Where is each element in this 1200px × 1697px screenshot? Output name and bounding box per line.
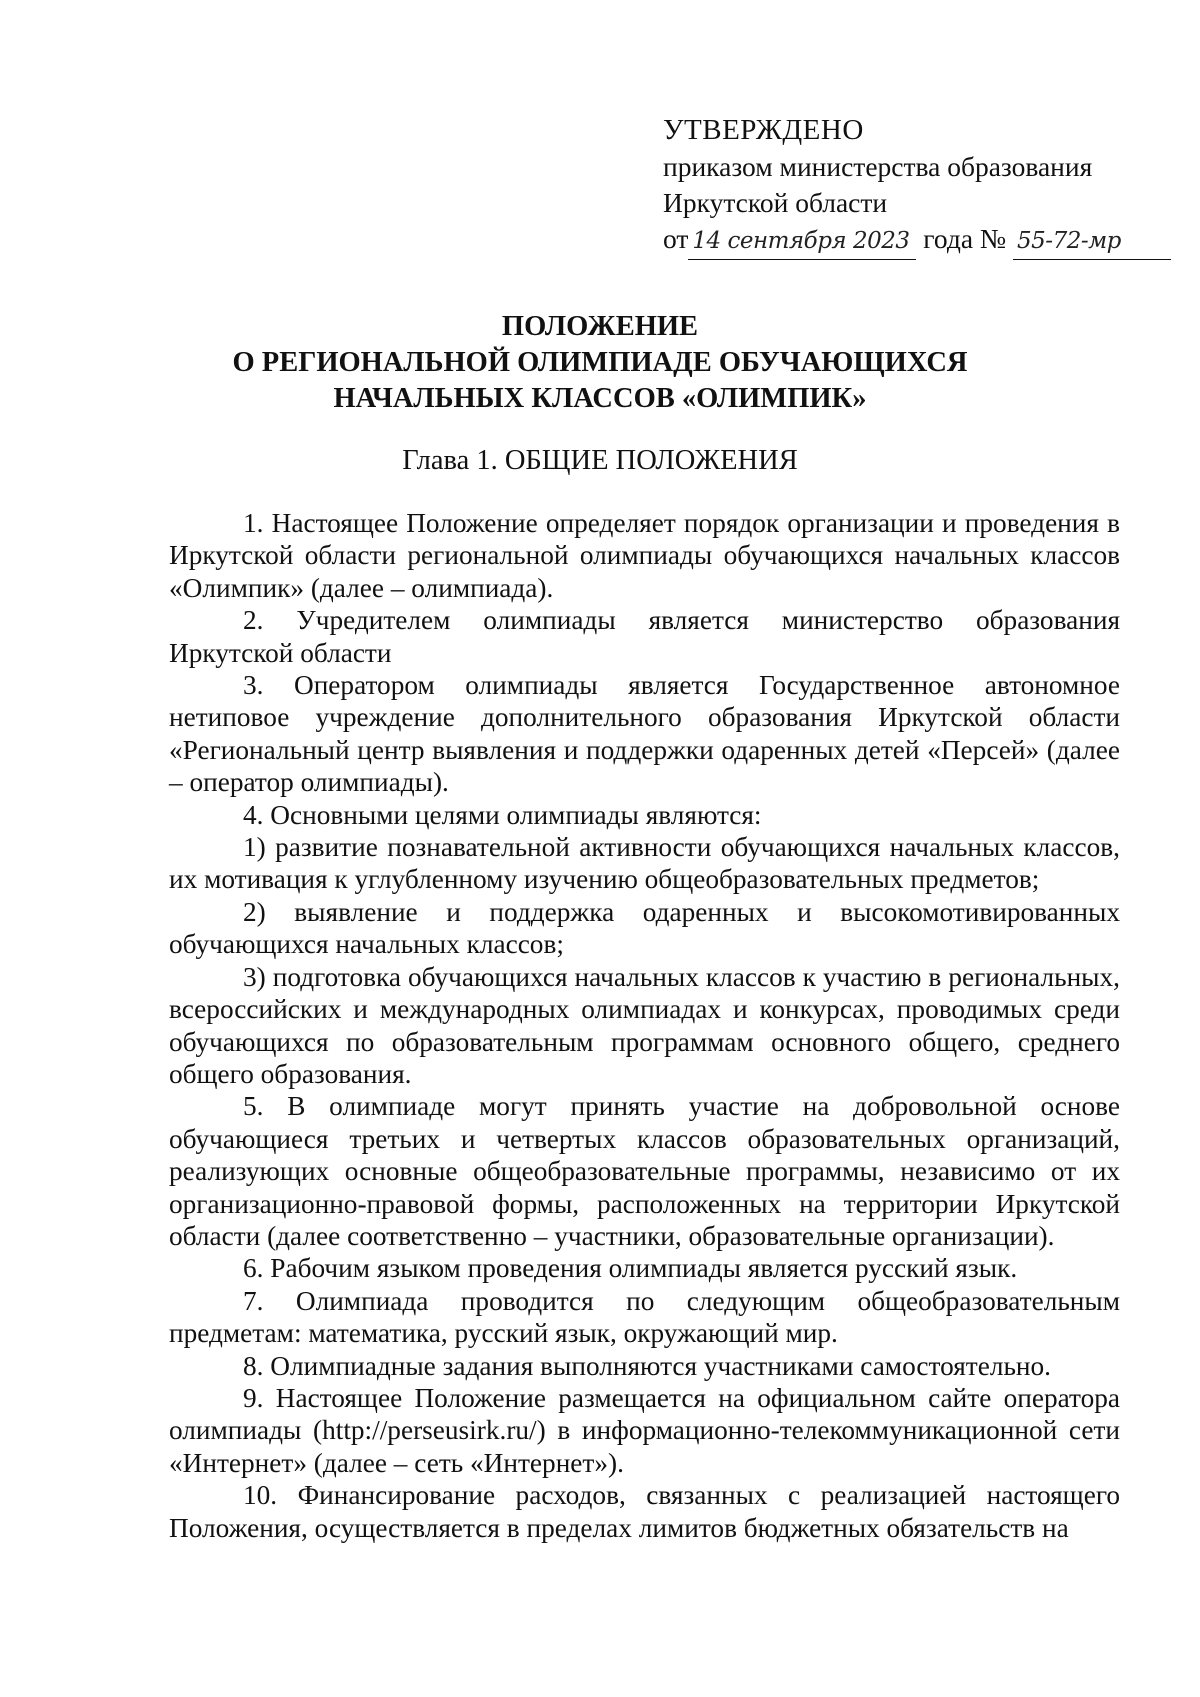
paragraph: 6. Рабочим языком проведения олимпиады является русский язык.: [243, 1253, 1018, 1284]
document-body: [169, 507, 1120, 1544]
paragraph: 5. В олимпиаде могут принять участие на добровольной основе обучающиеся третьих и четвертых классов образовательных организаций, реализующих основные общеобразовательные программы, независимо от их организационно-правовой формы, расположенных на территории Иркутской области (далее соответственно – участники, образовательные организации).: [169, 1091, 1120, 1251]
paragraph: 2) выявление и поддержка одаренных и высокомотивированных обучающихся начальных классов;: [169, 896, 1120, 960]
paragraph: 8. Олимпиадные задания выполняются участниками самостоятельно.: [243, 1350, 1051, 1381]
approval-date-line: [663, 221, 1163, 260]
paragraph: 2. Учредителем олимпиады является министерство образования Иркутской области: [169, 605, 1120, 668]
document-title: [0, 309, 1200, 417]
title-line-2: О РЕГИОНАЛЬНОЙ ОЛИМПИАДЕ ОБУЧАЮЩИХСЯ: [232, 347, 968, 378]
paragraph: 4. Основными целями олимпиады являются:: [243, 799, 762, 830]
paragraph: 3. Оператором олимпиады является Государственное автономное нетиповое учреждение дополнительного образования Иркутской области «Региональный центр выявления и поддержки одаренных детей «Персей» (далее – оператор олимпиады).: [169, 670, 1120, 798]
paragraph: 3) подготовка обучающихся начальных классов к участию в региональных, всероссийских и международных олимпиадах и конкурсах, проводимых среди обучающихся по образовательным программам основного общего, среднего общего образования.: [169, 961, 1120, 1089]
paragraph: 1. Настоящее Положение определяет порядок организации и проведения в Иркутской области региональной олимпиады обучающихся начальных классов «Олимпик» (далее – олимпиада).: [169, 508, 1120, 603]
approval-title: УТВЕРЖДЕНО: [663, 114, 864, 146]
approval-region-line: Иркутской области: [663, 187, 888, 218]
handwritten-date: 14 сентября 2023: [688, 223, 916, 260]
date-prefix: от: [663, 223, 689, 254]
paragraph: 7. Олимпиада проводится по следующим общеобразовательным предметам: математика, русский язык, окружающий мир.: [169, 1285, 1120, 1349]
year-label: года №: [923, 223, 1007, 254]
paragraph: 9. Настоящее Положение размещается на официальном сайте оператора олимпиады (http://perseusirk.ru/) в информационно-телекоммуникационной сети «Интернет» (далее – сеть «Интернет»).: [169, 1382, 1120, 1478]
paragraph: 1) развитие познавательной активности обучающихся начальных классов, их мотивация к углубленному изучению общеобразовательных предметов;: [169, 832, 1120, 895]
approval-order-line: приказом министерства образования: [663, 151, 1093, 182]
approval-stamp: [663, 112, 1163, 260]
chapter-heading: Глава 1. ОБЩИЕ ПОЛОЖЕНИЯ: [402, 445, 798, 476]
paragraph: 10. Финансирование расходов, связанных с реализацией настоящего Положения, осуществляется в пределах лимитов бюджетных обязательств на: [169, 1480, 1120, 1543]
title-line-3: НАЧАЛЬНЫХ КЛАССОВ «ОЛИМПИК»: [333, 383, 867, 414]
handwritten-order-number: 55-72-мр: [1013, 223, 1171, 260]
title-line-1: ПОЛОЖЕНИЕ: [501, 311, 699, 342]
